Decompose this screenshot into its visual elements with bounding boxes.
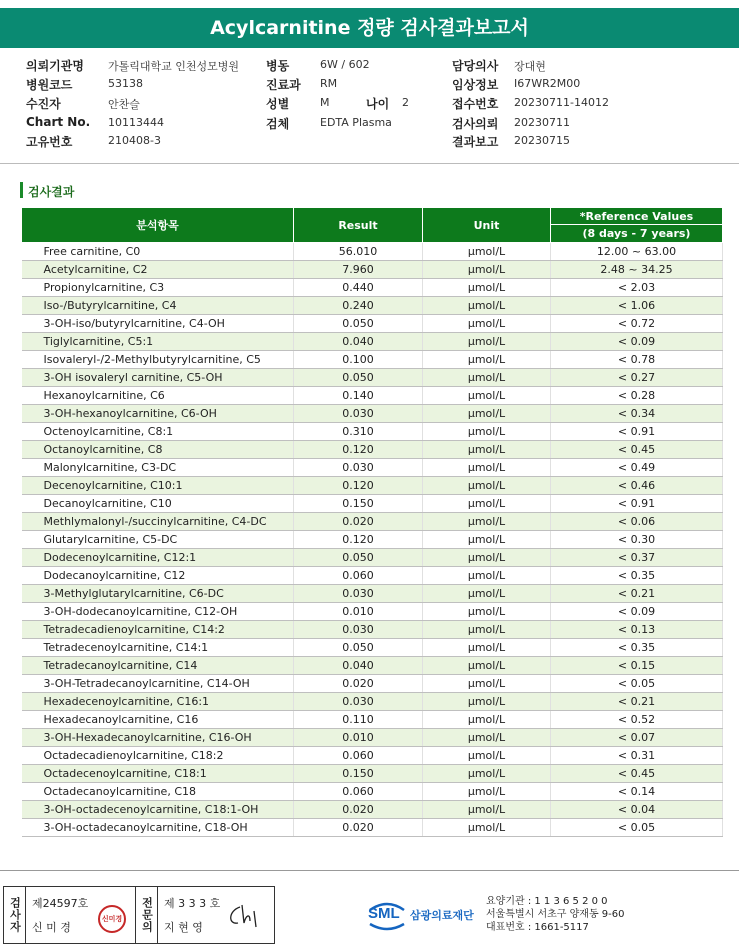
reference-value: < 0.46 [551,477,723,495]
result-value: 0.310 [294,423,423,441]
reference-value: < 0.91 [551,495,723,513]
result-value: 0.440 [294,279,423,297]
unit: μmol/L [423,459,551,477]
reference-value: < 2.03 [551,279,723,297]
table-row [22,531,723,549]
info-label: 병동 [266,59,290,73]
unit: μmol/L [423,333,551,351]
analyte-name: 3-OH-Tetradecanoylcarnitine, C14-OH [22,675,294,693]
analyte-name: Iso-/Butyrylcarnitine, C4 [22,297,294,315]
reference-value: < 0.04 [551,801,723,819]
reference-value: < 0.35 [551,639,723,657]
table-row [22,729,723,747]
analyte-name: Hexadecenoylcarnitine, C16:1 [22,693,294,711]
unit: μmol/L [423,765,551,783]
reference-value: < 0.72 [551,315,723,333]
table-row [22,567,723,585]
reference-value: < 0.91 [551,423,723,441]
reference-value: < 0.49 [551,459,723,477]
analyte-name: 3-OH isovaleryl carnitine, C5-OH [22,369,294,387]
analyte-name: Octadecadienoylcarnitine, C18:2 [22,747,294,765]
unit: μmol/L [423,639,551,657]
seal-stamp: 신미경 [98,905,126,933]
result-value: 7.960 [294,261,423,279]
info-label: 검체 [266,117,290,131]
analyte-name: Acetylcarnitine, C2 [22,261,294,279]
table-row [22,495,723,513]
analyte-name: Tetradecadienoylcarnitine, C14:2 [22,621,294,639]
info-value: 20230711 [514,116,570,129]
result-value: 0.030 [294,693,423,711]
result-value: 0.060 [294,567,423,585]
tester-name: 신 미 경 [32,921,71,934]
table-row [22,405,723,423]
analyte-name: Tetradecenoylcarnitine, C14:1 [22,639,294,657]
analyte-name: Octanoylcarnitine, C8 [22,441,294,459]
table-row [22,783,723,801]
reference-value: < 0.27 [551,369,723,387]
tester-license: 제24597호 [32,897,89,910]
unit: μmol/L [423,783,551,801]
info-value: 10113444 [108,116,164,129]
analyte-name: 3-OH-hexanoylcarnitine, C6-OH [22,405,294,423]
unit: μmol/L [423,513,551,531]
table-row [22,585,723,603]
unit: μmol/L [423,243,551,261]
unit: μmol/L [423,549,551,567]
table-row [22,261,723,279]
unit: μmol/L [423,567,551,585]
analyte-name: Propionylcarnitine, C3 [22,279,294,297]
info-value: 20230711-14012 [514,96,609,109]
analyte-name: Isovaleryl-/2-Methylbutyrylcarnitine, C5 [22,351,294,369]
result-value: 0.040 [294,657,423,675]
info-value: M [320,96,330,109]
info-value: 53138 [108,77,143,90]
col-header-unit: Unit [423,208,551,243]
unit: μmol/L [423,693,551,711]
analyte-name: Octenoylcarnitine, C8:1 [22,423,294,441]
reference-value: < 0.28 [551,387,723,405]
signature-box [3,886,275,944]
result-value: 0.120 [294,477,423,495]
table-row [22,657,723,675]
analyte-name: 3-OH-octadecenoylcarnitine, C18:1-OH [22,801,294,819]
analyte-name: Octadecanoylcarnitine, C18 [22,783,294,801]
org-logo: SML [368,905,400,922]
analyte-name: Octadecenoylcarnitine, C18:1 [22,765,294,783]
result-value: 0.050 [294,549,423,567]
result-value: 0.060 [294,783,423,801]
info-label: 성별 [266,97,290,111]
col-header-item: 분석항목 [22,208,294,243]
info-value: EDTA Plasma [320,116,392,129]
info-label: 접수번호 [452,97,499,111]
unit: μmol/L [423,351,551,369]
analyte-name: Free carnitine, C0 [22,243,294,261]
result-value: 0.050 [294,639,423,657]
result-value: 0.010 [294,729,423,747]
result-value: 0.110 [294,711,423,729]
unit: μmol/L [423,261,551,279]
table-row [22,243,723,261]
table-row [22,513,723,531]
info-value: 가톨릭대학교 인천성모병원 [108,60,240,73]
contact-info [486,895,625,934]
result-value: 0.240 [294,297,423,315]
result-value: 0.030 [294,459,423,477]
table-row [22,765,723,783]
reference-value: < 0.21 [551,585,723,603]
info-value: 6W / 602 [320,58,370,71]
analyte-name: Dodecanoylcarnitine, C12 [22,567,294,585]
unit: μmol/L [423,441,551,459]
result-value: 0.030 [294,405,423,423]
reference-value: < 0.78 [551,351,723,369]
reviewer-license: 제 3 3 3 호 [164,897,221,910]
unit: μmol/L [423,387,551,405]
reviewer-name: 지 현 영 [164,921,203,934]
unit: μmol/L [423,729,551,747]
signature-scribble [226,903,262,929]
unit: μmol/L [423,297,551,315]
table-row [22,387,723,405]
reference-value: < 0.45 [551,441,723,459]
result-value: 0.140 [294,387,423,405]
info-label: 진료과 [266,78,301,92]
info-label: 담당의사 [452,59,499,73]
table-row [22,801,723,819]
analyte-name: Malonylcarnitine, C3-DC [22,459,294,477]
unit: μmol/L [423,585,551,603]
footer-divider [0,870,739,871]
analyte-name: 3-OH-octadecanoylcarnitine, C18-OH [22,819,294,837]
info-value: I67WR2M00 [514,77,581,90]
reference-value: < 0.05 [551,819,723,837]
reference-value: < 0.31 [551,747,723,765]
table-row [22,351,723,369]
divider [0,163,739,164]
info-label: 나이 [366,97,390,111]
unit: μmol/L [423,675,551,693]
analyte-name: Methlymalonyl-/succinylcarnitine, C4-DC [22,513,294,531]
info-value: 2 [402,96,409,109]
reference-value: < 0.06 [551,513,723,531]
table-row [22,747,723,765]
table-row [22,333,723,351]
unit: μmol/L [423,531,551,549]
result-value: 0.050 [294,369,423,387]
report-title: Acylcarnitine 정량 검사결과보고서 [0,8,739,48]
unit: μmol/L [423,423,551,441]
analyte-name: 3-OH-Hexadecanoylcarnitine, C16-OH [22,729,294,747]
result-value: 0.020 [294,513,423,531]
info-value: 안찬슬 [108,98,140,111]
reference-value: < 0.15 [551,657,723,675]
unit: μmol/L [423,657,551,675]
info-value: 20230715 [514,134,570,147]
unit: μmol/L [423,711,551,729]
unit: μmol/L [423,279,551,297]
table-row [22,423,723,441]
reference-value: < 0.05 [551,675,723,693]
table-row [22,639,723,657]
unit: μmol/L [423,801,551,819]
section-title: 검사결과 [28,185,75,199]
reference-value: < 0.09 [551,603,723,621]
analyte-name: Dodecenoylcarnitine, C12:1 [22,549,294,567]
reference-value: < 0.34 [551,405,723,423]
result-value: 0.030 [294,585,423,603]
unit: μmol/L [423,819,551,837]
info-value: 장대현 [514,60,546,73]
unit: μmol/L [423,495,551,513]
table-row [22,693,723,711]
analyte-name: Tetradecanoylcarnitine, C14 [22,657,294,675]
info-label: 검사의뢰 [452,117,499,131]
result-value: 0.120 [294,531,423,549]
result-value: 0.120 [294,441,423,459]
reference-value: < 0.52 [551,711,723,729]
table-row [22,441,723,459]
reference-value: < 0.30 [551,531,723,549]
tester-label: 검사자 [8,897,22,933]
reference-value: < 0.45 [551,765,723,783]
result-value: 0.150 [294,765,423,783]
table-row [22,603,723,621]
result-value: 0.020 [294,801,423,819]
result-value: 0.060 [294,747,423,765]
table-row [22,711,723,729]
result-value: 0.020 [294,675,423,693]
phone: 대표번호 : 1661-5117 [486,922,589,933]
info-value: RM [320,77,338,90]
org-name: 삼광의료재단 [410,909,474,922]
analyte-name: Decanoylcarnitine, C10 [22,495,294,513]
info-label: 임상정보 [452,78,499,92]
unit: μmol/L [423,621,551,639]
table-row [22,279,723,297]
info-value: 210408-3 [108,134,161,147]
unit: μmol/L [423,603,551,621]
info-label: 의뢰기관명 [26,59,84,73]
result-value: 0.040 [294,333,423,351]
result-value: 0.010 [294,603,423,621]
result-value: 0.020 [294,819,423,837]
analyte-name: 3-Methylglutarylcarnitine, C6-DC [22,585,294,603]
section-marker [20,182,23,198]
reference-value: < 0.09 [551,333,723,351]
unit: μmol/L [423,477,551,495]
table-row [22,459,723,477]
reference-value: < 0.21 [551,693,723,711]
result-value: 0.030 [294,621,423,639]
info-label: 결과보고 [452,135,499,149]
analyte-name: Decenoylcarnitine, C10:1 [22,477,294,495]
institution-code: 요양기관 : 1 1 3 6 5 2 0 0 [486,896,608,907]
analyte-name: 3-OH-iso/butyrylcarnitine, C4-OH [22,315,294,333]
reviewer-label: 전문의 [140,897,154,933]
result-value: 0.100 [294,351,423,369]
col-header-result: Result [294,208,423,243]
reference-value: < 0.07 [551,729,723,747]
result-value: 0.050 [294,315,423,333]
reference-value: 12.00 ~ 63.00 [551,243,723,261]
table-row [22,369,723,387]
address: 서울특별시 서초구 양재동 9-60 [486,909,625,920]
info-label: 수진자 [26,97,61,111]
analyte-name: Glutarylcarnitine, C5-DC [22,531,294,549]
reference-value: < 0.37 [551,549,723,567]
col-header-reference-range: (8 days - 7 years) [551,225,723,243]
info-label: 고유번호 [26,135,73,149]
reference-value: 2.48 ~ 34.25 [551,261,723,279]
table-row [22,819,723,837]
reference-value: < 0.13 [551,621,723,639]
unit: μmol/L [423,315,551,333]
table-row [22,297,723,315]
table-row [22,621,723,639]
result-value: 0.150 [294,495,423,513]
reference-value: < 0.14 [551,783,723,801]
table-row [22,549,723,567]
results-table [21,207,723,837]
info-label: 병원코드 [26,78,73,92]
table-row [22,477,723,495]
unit: μmol/L [423,405,551,423]
reference-value: < 0.35 [551,567,723,585]
table-row [22,675,723,693]
analyte-name: Hexanoylcarnitine, C6 [22,387,294,405]
unit: μmol/L [423,369,551,387]
analyte-name: Hexadecanoylcarnitine, C16 [22,711,294,729]
analyte-name: Tiglylcarnitine, C5:1 [22,333,294,351]
col-header-reference: *Reference Values [551,208,723,225]
unit: μmol/L [423,747,551,765]
analyte-name: 3-OH-dodecanoylcarnitine, C12-OH [22,603,294,621]
info-label: Chart No. [26,115,91,129]
result-value: 56.010 [294,243,423,261]
reference-value: < 1.06 [551,297,723,315]
table-row [22,315,723,333]
